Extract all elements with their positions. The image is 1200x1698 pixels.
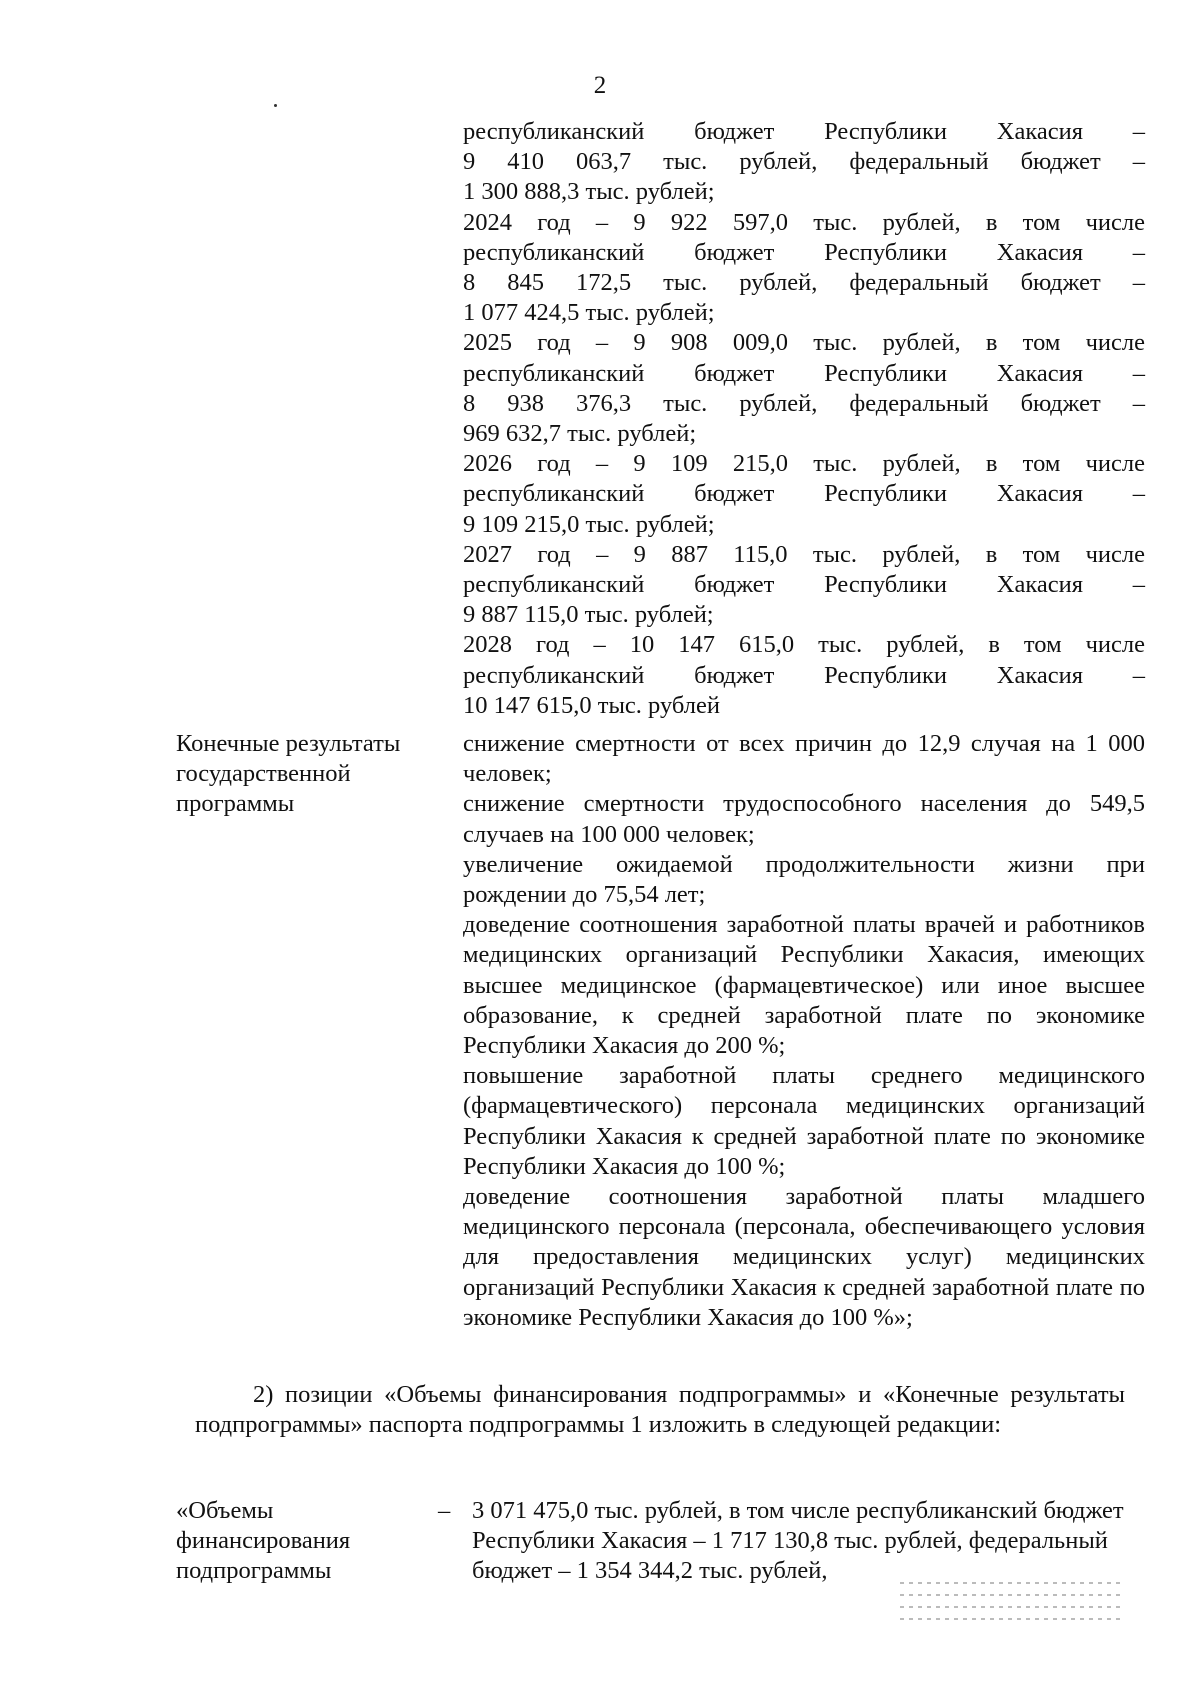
- faint-stamp-mark: [900, 1572, 1120, 1667]
- funding-line: республиканский бюджет Республики Хакасия –: [463, 238, 1145, 266]
- funding-line: 10 147 615,0 тыс. рублей: [463, 691, 720, 719]
- scan-speck: [274, 104, 277, 107]
- funding-line: 2027 год – 9 887 115,0 тыс. рублей, в том числе: [463, 540, 1145, 568]
- results-item: снижение смертности от всех причин до 12,9 случая на 1 000 человек;: [463, 730, 1145, 788]
- results-item: снижение смертности трудоспособного населения до 549,5 случаев на 100 000 человек;: [463, 790, 1145, 848]
- funding-line: республиканский бюджет Республики Хакасия –: [463, 571, 1145, 599]
- funding-volumes-text: [463, 117, 1145, 721]
- funding-line: 9 109 215,0 тыс. рублей;: [463, 510, 715, 538]
- funding-line: 2024 год – 9 922 597,0 тыс. рублей, в том числе: [463, 208, 1145, 236]
- funding-line: 9 887 115,0 тыс. рублей;: [463, 601, 714, 629]
- results-item: доведение соотношения заработной платы младшего медицинского персонала (персонала, обеспечивающего условия для предоставления медицинских услуг) медицинских организаций Республики Хакасия к средней заработной плате по экономике Республики Хакасия до 100 %»;: [463, 1183, 1145, 1331]
- results-label: Конечные результаты государственной программы: [176, 730, 401, 818]
- funding-line: республиканский бюджет Республики Хакасия –: [463, 480, 1145, 508]
- results-list: [463, 729, 1145, 1333]
- funding-line: 8 845 172,5 тыс. рублей, федеральный бюджет –: [463, 269, 1145, 297]
- results-item: доведение соотношения заработной платы врачей и работников медицинских организаций Республики Хакасия, имеющих высшее медицинское (фармацевтическое) или иное высшее образование, к средней заработной плате по экономике Республики Хакасия до 200 %;: [463, 911, 1145, 1060]
- amendment-item-2: [195, 1380, 1125, 1440]
- amendment-item-2-text: 2) позиции «Объемы финансирования подпрограммы» и «Конечные результаты подпрограммы» паспорта подпрограммы 1 изложить в следующей редакции:: [195, 1381, 1125, 1439]
- subprogram-funding-dash: –: [438, 1497, 451, 1524]
- funding-line: 2028 год – 10 147 615,0 тыс. рублей, в том числе: [463, 631, 1145, 659]
- funding-line: 9 410 063,7 тыс. рублей, федеральный бюджет –: [463, 148, 1145, 176]
- funding-line: республиканский бюджет Республики Хакасия –: [463, 661, 1145, 689]
- results-item: увеличение ожидаемой продолжительности жизни при рождении до 75,54 лет;: [463, 850, 1145, 909]
- funding-line: 2026 год – 9 109 215,0 тыс. рублей, в том числе: [463, 450, 1145, 478]
- funding-line: 8 938 376,3 тыс. рублей, федеральный бюджет –: [463, 389, 1145, 417]
- funding-line: 2025 год – 9 908 009,0 тыс. рублей, в том числе: [463, 329, 1145, 357]
- results-item: повышение заработной платы среднего медицинского (фармацевтического) персонала медицинских организаций Республики Хакасия к средней заработной плате по экономике Республики Хакасия до 100 %;: [463, 1062, 1145, 1180]
- funding-line: 969 632,7 тыс. рублей;: [463, 420, 697, 448]
- funding-line: 1 300 888,3 тыс. рублей;: [463, 178, 715, 206]
- funding-line: 1 077 424,5 тыс. рублей;: [463, 299, 715, 327]
- funding-line: республиканский бюджет Республики Хакасия –: [463, 359, 1145, 387]
- page-number: 2: [593, 72, 607, 99]
- subprogram-funding-label: «Объемы финансирования подпрограммы: [176, 1497, 351, 1585]
- funding-line: республиканский бюджет Республики Хакасия –: [463, 118, 1145, 145]
- subprogram-funding-value: 3 071 475,0 тыс. рублей, в том числе республиканский бюджет Республики Хакасия – 1 717 130,8 тыс. рублей, федеральный бюджет – 1 354 344,2 тыс. рублей,: [472, 1497, 1124, 1585]
